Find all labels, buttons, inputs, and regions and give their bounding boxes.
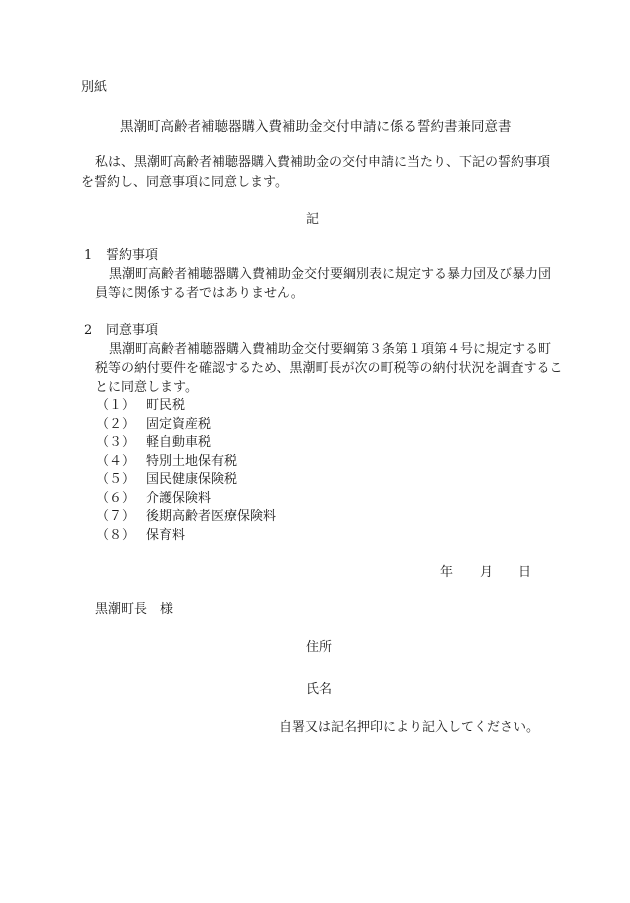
tax-item-number: （８）: [96, 528, 136, 543]
tax-item: [96, 490, 211, 508]
tax-item: [96, 434, 211, 452]
tax-item: [96, 471, 237, 489]
address-label: 住所: [306, 640, 333, 655]
tax-item-number: （１）: [96, 398, 136, 413]
tax-item-label: 特別土地保有税: [146, 454, 238, 469]
signature-note: 自署又は記名押印により記入してください。: [279, 720, 540, 735]
section-1-heading: 誓約事項: [106, 248, 159, 263]
tax-item: [96, 527, 185, 545]
tax-item: [96, 416, 211, 434]
date-year: 年: [440, 565, 454, 580]
section-1-number: 1: [84, 248, 93, 263]
document-title: 黒潮町高齢者補聴器購入費補助金交付申請に係る誓約書兼同意書: [120, 119, 512, 135]
addressee: 黒潮町長 様: [95, 602, 174, 617]
ki-heading: 記: [306, 212, 320, 227]
tax-item-number: （４）: [96, 454, 136, 469]
tax-item-number: （７）: [96, 509, 136, 524]
section-2-number: 2: [84, 323, 93, 338]
section-2-heading: 同意事項: [106, 323, 159, 338]
name-label: 氏名: [306, 682, 333, 697]
tax-item: [96, 397, 185, 415]
tax-item-label: 町民税: [146, 398, 186, 413]
tax-item-label: 軽自動車税: [146, 435, 212, 450]
section-2-body: 黒潮町高齢者補聴器購入費補助金交付要綱第３条第１項第４号に規定する町税等の納付要件を確認するため、黒潮町長が次の町税等の納付状況を調査することに同意します。: [95, 342, 563, 395]
date-month: 月: [480, 565, 494, 580]
tax-item-label: 介護保険料: [146, 491, 212, 506]
tax-item-number: （３）: [96, 435, 136, 450]
tax-item-label: 保育料: [146, 528, 186, 543]
intro-paragraph: 私は、黒潮町高齢者補聴器購入費補助金の交付申請に当たり、下記の誓約事項を誓約し、同意事項に同意します。: [81, 155, 551, 190]
tax-item-number: （６）: [96, 491, 136, 506]
tax-item-number: （２）: [96, 417, 136, 432]
tax-item: [96, 453, 237, 471]
tax-item-label: 後期高齢者医療保険料: [146, 509, 277, 524]
date-day: 日: [518, 565, 532, 580]
header-label: 別紙: [81, 80, 108, 95]
section-1-body: 黒潮町高齢者補聴器購入費補助金交付要綱別表に規定する暴力団及び暴力団員等に関係する者ではありません。: [95, 267, 552, 301]
tax-item-label: 国民健康保険税: [146, 472, 238, 487]
tax-item-number: （５）: [96, 472, 136, 487]
tax-item-label: 固定資産税: [146, 417, 212, 432]
tax-item: [96, 508, 276, 526]
